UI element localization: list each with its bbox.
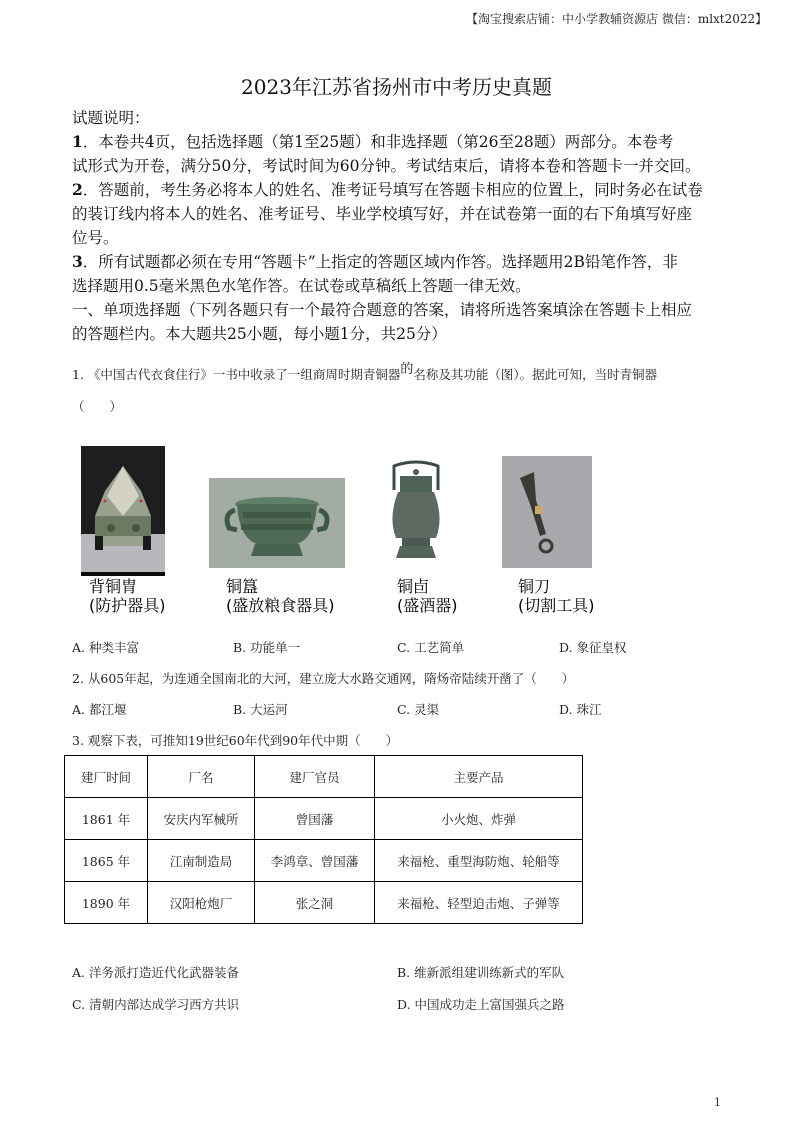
- q1-option-c: C. 工艺简单: [397, 640, 465, 655]
- q1-option-a: A. 种类丰富: [72, 640, 139, 655]
- stem-text: 名称及其功能（图）。据此可知，当时青铜器: [413, 367, 658, 382]
- instruction-text: 的装订线内将本人的姓名、准考证号、毕业学校填写好，并在试卷第一面的右下角填写好座: [72, 205, 693, 223]
- table-cell: 1861 年: [65, 798, 148, 840]
- question-3-stem: 3. 观察下表，可推知19世纪60年代到90年代中期（ ）: [72, 733, 399, 748]
- section-heading: 一、单项选择题（下列各题只有一个最符合题意的答案，请将所选答案填涂在答题卡上相应: [72, 301, 693, 319]
- factories-table: [64, 755, 583, 924]
- instruction-text: 选择题用0.5毫米黑色水笔作答。在试卷或草稿纸上答题一律无效。: [72, 277, 531, 295]
- header-note: 【淘宝搜索店铺：中小学教辅资源店 微信：mlxt2022】: [466, 12, 768, 26]
- figure-name: 背铜胄: [89, 577, 138, 596]
- figure-function: (盛酒器): [397, 596, 458, 615]
- figure-caption-knife: [518, 577, 595, 615]
- table-cell: 1890 年: [65, 882, 148, 924]
- figure-function: (盛放粮食器具): [226, 596, 335, 615]
- table-cell: 来福枪、轻型迫击炮、子弹等: [375, 882, 583, 924]
- item-number: 1: [72, 132, 83, 151]
- table-cell: 汉阳枪炮厂: [148, 882, 255, 924]
- instructions-heading: 试题说明：: [72, 109, 150, 127]
- figure-function: (防护器具): [89, 596, 166, 615]
- instruction-item-3: [72, 250, 678, 274]
- figure-function: (切割工具): [518, 596, 595, 615]
- instruction-item-1: [72, 130, 673, 154]
- q3-option-d: D. 中国成功走上富国强兵之路: [397, 997, 565, 1012]
- stem-text: 1. 《中国古代衣食住行》一书中收录了一组商周时期青铜器: [72, 367, 401, 382]
- question-1-blank: （ ）: [72, 399, 123, 414]
- table-header-cell: 厂名: [148, 756, 255, 798]
- q1-option-b: B. 功能单一: [233, 640, 301, 655]
- instruction-text: 位号。: [72, 229, 119, 247]
- q3-option-a: A. 洋务派打造近代化武器装备: [72, 965, 239, 980]
- q1-option-d: D. 象征皇权: [559, 640, 627, 655]
- question-2-stem: 2. 从605年起，为连通全国南北的大河，建立庞大水路交通网，隋炀帝陆续开凿了（ ）: [72, 671, 575, 686]
- figure-caption-gui: [226, 577, 335, 615]
- bronze-gui-vessel-image: [209, 478, 345, 568]
- table-header-cell: 主要产品: [375, 756, 583, 798]
- bronze-you-wine-vessel-image: [384, 458, 448, 562]
- section-heading-cont: 的答题栏内。本大题共25小题，每小题1分，共25分）: [72, 325, 447, 343]
- figure-name: 铜刀: [518, 577, 551, 596]
- q2-option-c: C. 灵渠: [397, 702, 440, 717]
- bronze-helmet-image: [81, 446, 165, 576]
- figure-caption-you: [397, 577, 458, 615]
- page-number: 1: [714, 1096, 721, 1109]
- table-cell: 来福枪、重型海防炮、轮船等: [375, 840, 583, 882]
- table-header-cell: 建厂时间: [65, 756, 148, 798]
- instruction-text: ．本卷共4页，包括选择题（第1至25题）和非选择题（第26至28题）两部分。本卷考: [82, 133, 674, 151]
- bronze-knife-image: [502, 456, 592, 568]
- table-cell: 安庆内军械所: [148, 798, 255, 840]
- figure-name: 铜卣: [397, 577, 430, 596]
- figure-caption-helmet: [89, 577, 166, 615]
- table-cell: 小火炮、炸弹: [375, 798, 583, 840]
- instruction-item-2: [72, 178, 703, 202]
- table-cell: 1865 年: [65, 840, 148, 882]
- table-row: [65, 840, 583, 882]
- table-cell: 江南制造局: [148, 840, 255, 882]
- table-row: [65, 798, 583, 840]
- table-header-row: [65, 756, 583, 798]
- table-header-cell: 建厂官员: [255, 756, 375, 798]
- table-cell: 曾国藩: [255, 798, 375, 840]
- instruction-text: ．答题前，考生务必将本人的姓名、准考证号填写在答题卡相应的位置上，同时务必在试卷: [82, 181, 703, 199]
- q3-option-c: C. 清朝内部达成学习西方共识: [72, 997, 240, 1012]
- q2-option-d: D. 珠江: [559, 702, 602, 717]
- stem-sup: 的: [400, 362, 414, 377]
- page-title: 2023年江苏省扬州市中考历史真题: [241, 75, 552, 99]
- question-1-stem: [72, 364, 657, 383]
- item-number: 2: [72, 180, 83, 199]
- q2-option-b: B. 大运河: [233, 702, 288, 717]
- instruction-text: 试形式为开卷，满分50分，考试时间为60分钟。考试结束后，请将本卷和答题卡一并交回。: [72, 157, 701, 175]
- figure-name: 铜簋: [226, 577, 259, 596]
- table-cell: 张之洞: [255, 882, 375, 924]
- q3-option-b: B. 维新派组建训练新式的军队: [397, 965, 565, 980]
- q2-option-a: A. 都江堰: [72, 702, 127, 717]
- instruction-text: ．所有试题都必须在专用“答题卡”上指定的答题区域内作答。选择题用2B铅笔作答，非: [82, 253, 678, 271]
- item-number: 3: [72, 252, 83, 271]
- table-cell: 李鸿章、曾国藩: [255, 840, 375, 882]
- table-row: [65, 882, 583, 924]
